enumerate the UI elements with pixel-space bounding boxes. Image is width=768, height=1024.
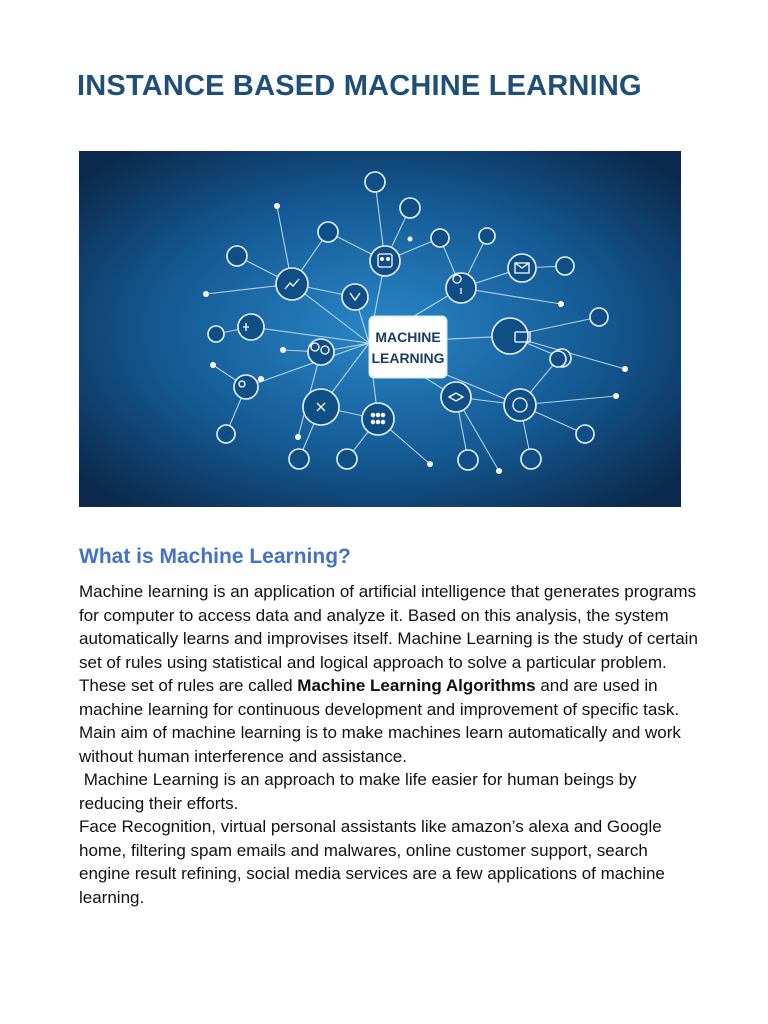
paragraph-1-part-1: Machine learning is an application of artificial intelligence that generates programs for computer to access data and analyze it. Based on this analysis, the system automatically learns and improvises itself. Machine Learning is the study of certain set of rules using statistical and logical approach to solve a particular problem. These set of rules are called [79, 582, 698, 695]
page-title: INSTANCE BASED MACHINE LEARNING [77, 70, 642, 102]
body-text [79, 580, 699, 909]
section-heading: What is Machine Learning? [79, 545, 351, 568]
label-line-2: LEARNING [371, 350, 445, 366]
paragraph-1-part-2: and are used in machine learning for continuous development and improvement of specific task. Main aim of machine learning is to make machines learn automatically and work without human interference and assistance. [79, 676, 681, 766]
paragraph-3: Face Recognition, virtual personal assistants like amazon’s alexa and Google home, filtering spam emails and malwares, online customer support, search engine result refining, social media services are a few applications of machine learning. [79, 817, 665, 907]
machine-learning-label-box [369, 316, 447, 378]
paragraph-1 [79, 580, 699, 768]
machine-learning-network-illustration [79, 151, 681, 507]
paragraph-2: Machine Learning is an approach to make life easier for human beings by reducing their efforts. [79, 770, 642, 813]
bold-term: Machine Learning Algorithms [297, 676, 536, 695]
label-line-1: MACHINE [375, 329, 441, 345]
